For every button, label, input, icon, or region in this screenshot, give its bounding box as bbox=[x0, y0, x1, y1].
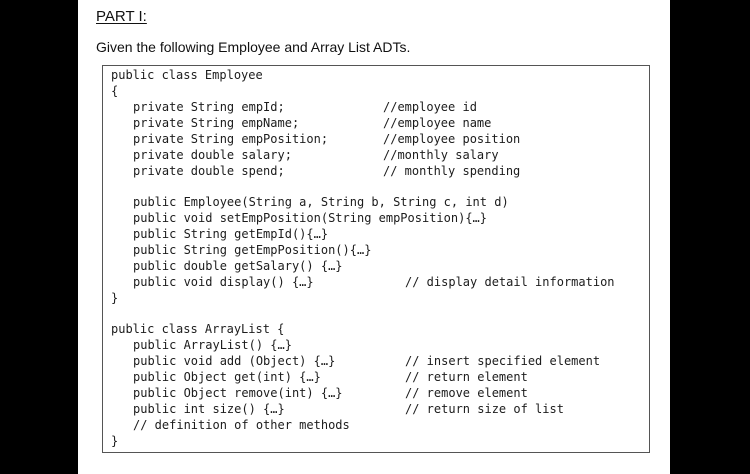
employee-field-code: private double salary; bbox=[133, 148, 292, 162]
employee-method-comment: // display detail information bbox=[405, 275, 615, 289]
intro-text: Given the following Employee and Array List ADTs. bbox=[96, 39, 411, 55]
arraylist-method-code: public Object get(int) {…} bbox=[133, 370, 321, 384]
arraylist-method-code: public int size() {…} bbox=[133, 402, 285, 416]
document-page bbox=[78, 0, 670, 474]
employee-open-brace: { bbox=[111, 84, 119, 98]
employee-method-code: public double getSalary() {…} bbox=[133, 259, 343, 273]
arraylist-method-comment: // return size of list bbox=[405, 402, 564, 416]
arraylist-close-brace: } bbox=[111, 434, 119, 448]
arraylist-method-code: public ArrayList() {…} bbox=[133, 338, 292, 352]
employee-close-brace: } bbox=[111, 291, 119, 305]
employee-method-code: public void setEmpPosition(String empPosition){…} bbox=[133, 211, 488, 225]
employee-field-comment: // monthly spending bbox=[383, 164, 521, 178]
arraylist-method-comment: // remove element bbox=[405, 386, 528, 400]
employee-field-comment: //employee position bbox=[383, 132, 521, 146]
arraylist-method-comment: // return element bbox=[405, 370, 528, 384]
employee-method-code: public String getEmpId(){…} bbox=[133, 227, 329, 241]
arraylist-method-code: public void add (Object) {…} bbox=[133, 354, 336, 368]
employee-field-code: private String empName; bbox=[133, 116, 300, 130]
employee-field-code: private String empPosition; bbox=[133, 132, 329, 146]
arraylist-method-code: public Object remove(int) {…} bbox=[133, 386, 343, 400]
employee-method-code: public String getEmpPosition(){…} bbox=[133, 243, 372, 257]
code-block bbox=[102, 65, 650, 453]
arraylist-method-comment: // insert specified element bbox=[405, 354, 601, 368]
employee-field-comment: //monthly salary bbox=[383, 148, 499, 162]
employee-method-code: public void display() {…} bbox=[133, 275, 314, 289]
employee-field-comment: //employee name bbox=[383, 116, 492, 130]
employee-field-code: private double spend; bbox=[133, 164, 285, 178]
arraylist-class-declaration: public class ArrayList { bbox=[111, 322, 285, 336]
employee-class-declaration: public class Employee bbox=[111, 68, 263, 82]
section-heading: PART I: bbox=[96, 8, 147, 25]
employee-field-comment: //employee id bbox=[383, 100, 477, 114]
arraylist-other-methods-comment: // definition of other methods bbox=[133, 418, 350, 432]
employee-field-code: private String empId; bbox=[133, 100, 285, 114]
employee-method-code: public Employee(String a, String b, String c, int d) bbox=[133, 195, 509, 209]
